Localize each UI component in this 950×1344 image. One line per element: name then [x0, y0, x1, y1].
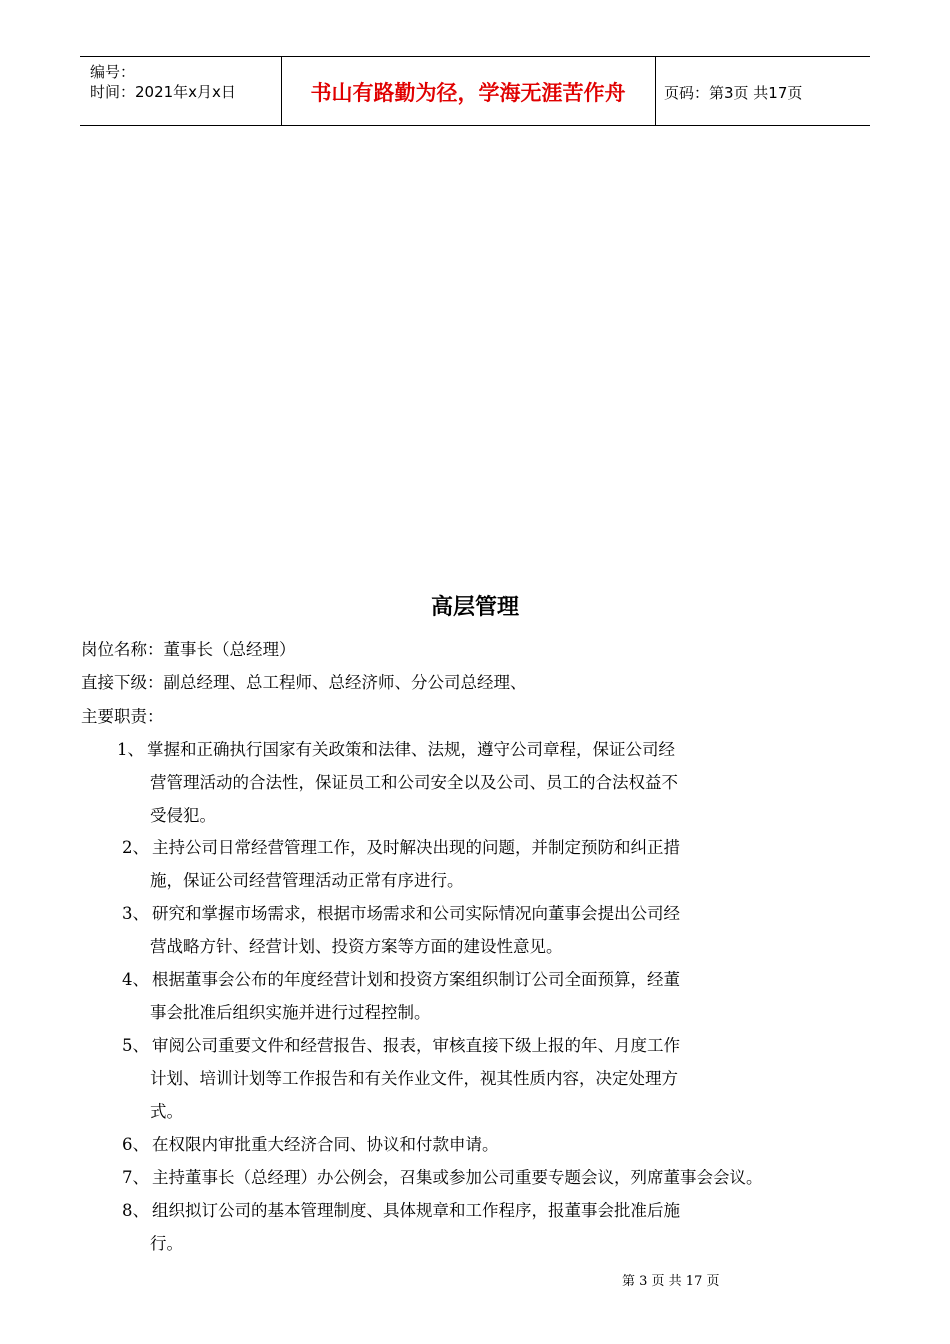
duty-number: 2、	[122, 838, 149, 857]
duty-text-line: 主持董事长（总经理）办公例会，召集或参加公司重要专题会议，列席董事会会议。	[152, 1168, 763, 1187]
duty-text-line: 在权限内审批重大经济合同、协议和付款申请。	[152, 1135, 499, 1154]
direct-subordinates: 直接下级：副总经理、总工程师、总经济师、分公司总经理、	[81, 673, 527, 692]
duty-number: 5、	[122, 1036, 149, 1055]
duty-number: 3、	[122, 904, 149, 923]
header-left-cell	[80, 57, 282, 125]
duty-text-line: 根据董事会公布的年度经营计划和投资方案组织制订公司全面预算，经董	[152, 970, 680, 989]
position-name: 岗位名称：董事长（总经理）	[81, 640, 296, 659]
duty-text-line: 施，保证公司经营管理活动正常有序进行。	[150, 871, 464, 890]
duty-text-line: 受侵犯。	[150, 806, 216, 825]
duties-label: 主要职责：	[81, 707, 164, 726]
duty-text-line: 营战略方针、经营计划、投资方案等方面的建设性意见。	[150, 937, 563, 956]
duty-text-line: 组织拟订公司的基本管理制度、具体规章和工作程序，报董事会批准后施	[152, 1201, 680, 1220]
duty-number: 8、	[122, 1201, 149, 1220]
duty-text-line: 事会批准后组织实施并进行过程控制。	[150, 1003, 431, 1022]
page-footer: 第 3 页 共 17 页	[622, 1274, 720, 1289]
number-label: 编号：	[90, 63, 136, 81]
motto: 书山有路勤为径，学海无涯苦作舟	[310, 81, 626, 105]
duty-text-line: 掌握和正确执行国家有关政策和法律、法规，遵守公司章程，保证公司经	[147, 740, 675, 759]
duty-number: 1、	[117, 740, 144, 759]
doc-title: 高层管理	[430, 595, 519, 620]
page-header	[80, 56, 870, 126]
duty-text-line: 营管理活动的合法性，保证员工和公司安全以及公司、员工的合法权益不	[150, 773, 678, 792]
header-page-cell	[656, 57, 870, 125]
duty-number: 7、	[122, 1168, 149, 1187]
duty-number: 6、	[122, 1135, 149, 1154]
header-motto-cell	[281, 57, 656, 125]
duty-text-line: 计划、培训计划等工作报告和有关作业文件，视其性质内容，决定处理方	[150, 1069, 678, 1088]
duty-text-line: 主持公司日常经营管理工作，及时解决出现的问题，并制定预防和纠正措	[152, 838, 680, 857]
page-code: 页码：第3页 共17页	[664, 84, 803, 102]
date-label: 时间：2021年x月x日	[90, 83, 236, 101]
duty-text-line: 审阅公司重要文件和经营报告、报表，审核直接下级上报的年、月度工作	[152, 1036, 680, 1055]
duty-text-line: 研究和掌握市场需求，根据市场需求和公司实际情况向董事会提出公司经	[152, 904, 680, 923]
duty-text-line: 式。	[150, 1102, 183, 1121]
duty-number: 4、	[122, 970, 149, 989]
duty-text-line: 行。	[150, 1234, 183, 1253]
